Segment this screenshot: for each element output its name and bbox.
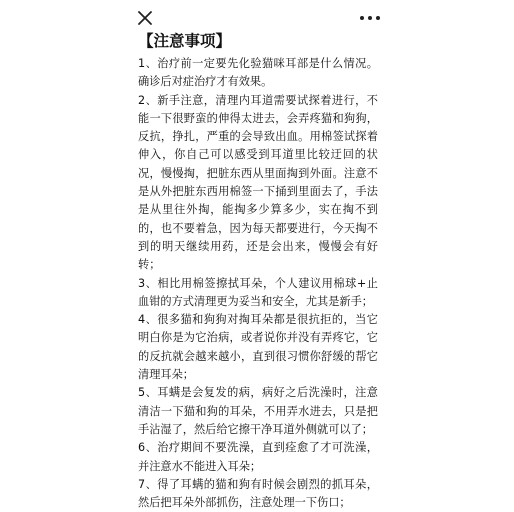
paragraph-6: 6、治疗期间不要洗澡，直到痊愈了才可洗澡，并注意水不能进入耳朵； (138, 441, 378, 473)
paragraph-7: 7、得了耳螨的猫和狗有时候会剧烈的抓耳朵，然后把耳朵外部抓伤，注意处理一下伤口； (138, 477, 378, 510)
article-title: 【注意事项】 (138, 32, 232, 50)
paragraph-3: 3、相比用棉签擦拭耳朵，个人建议用棉球+止血钳的方式清理更为妥当和安全，尤其是新手； (138, 276, 378, 308)
close-icon (136, 9, 154, 27)
paragraph-2: 2、新手注意，清理内耳道需要试探着进行，不能一下很野蛮的伸得太进去，会弄疼猫和狗狗，反抗，挣扎，严重的会导致出血。用棉签试探着伸入，你自己可以感受到耳道里比较迂回的状况，慢慢掏，把脏东西从里面掏到外面。注意不是从外把脏东西用棉签一下捅到里面去了，手法是从里往外掏，能掏多少算多少，实在掏不到的，也不要着急，因为每天都要进行，今天掏不到的明天继续用药，还是会出来，慢慢会有好转； (138, 93, 378, 272)
paragraph-1: 1、治疗前一定要先化验猫咪耳部是什么情况。确诊后对症治疗才有效果。 (138, 57, 378, 89)
more-horizontal-icon (358, 10, 382, 26)
close-button[interactable] (136, 9, 154, 27)
more-options-button[interactable] (358, 10, 382, 26)
paragraph-4: 4、很多猫和狗狗对掏耳朵都是很抗拒的，当它明白你是为它治病，或者说你并没有弄疼它，它的反抗就会越来越小，直到很习惯你舒缓的帮它清理耳朵； (138, 313, 378, 382)
article-body (138, 31, 378, 512)
paragraph-5: 5、耳螨是会复发的病，病好之后洗澡时，注意清洁一下猫和狗的耳朵，不用弄水进去，只是把手沾湿了，然后给它擦干净耳道外侧就可以了； (138, 386, 378, 436)
